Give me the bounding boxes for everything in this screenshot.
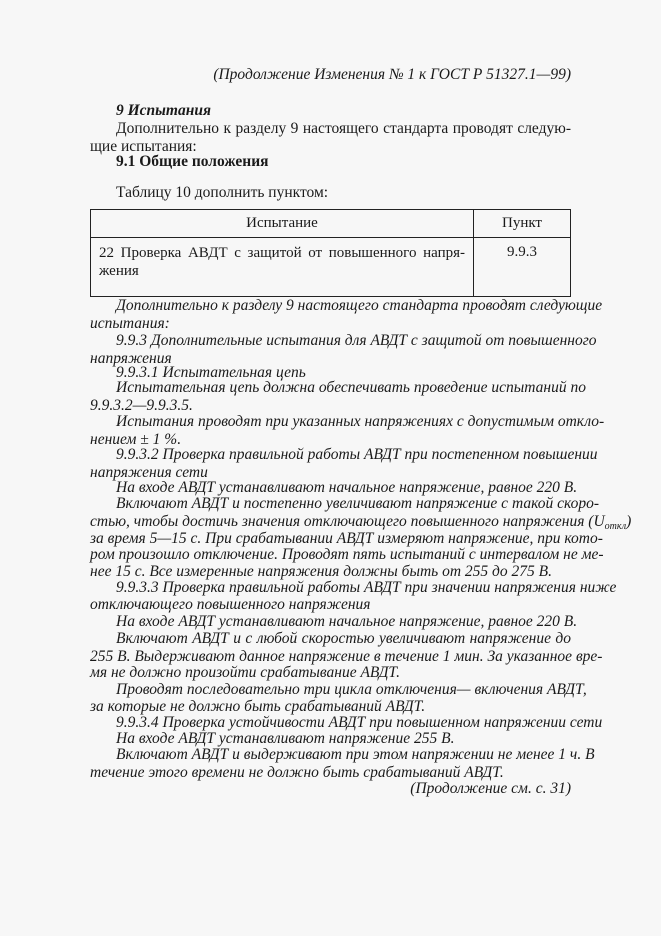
- body-line: На входе АВДТ устанавливают начальное напряжение, равное 220 В.: [116, 479, 578, 496]
- body-line: Включают АВДТ и с любой скоростью увеличивают напряжение до: [116, 630, 571, 647]
- continuation-footer: (Продолжение см. с. 31): [410, 780, 571, 797]
- body-line: за которые не должно быть срабатываний АВДТ.: [90, 698, 426, 715]
- cell-test-line-1: 22 Проверка АВДТ с защитой от повышенного напря-: [99, 245, 465, 261]
- section-title: 9 Испытания: [116, 102, 211, 119]
- body-line: отключающего повышенного напряжения: [90, 596, 371, 613]
- body-line: 9.9.3.2—9.9.3.5.: [90, 397, 193, 414]
- body-line-text: ): [626, 513, 632, 530]
- cell-test-line-2: жения: [99, 263, 139, 279]
- u-subscript: откл: [604, 521, 627, 532]
- body-line: 255 В. Выдерживают данное напряжение в течение 1 мин. За указанное вре-: [90, 648, 603, 665]
- body-line: На входе АВДТ устанавливают начальное напряжение, равное 220 В.: [116, 613, 578, 630]
- body-line: Испытания проводят при указанных напряжениях с допустимым откло-: [116, 413, 605, 430]
- body-line: мя не должно произойти срабатывание АВДТ.: [90, 664, 400, 681]
- body-line: На входе АВДТ устанавливают напряжение 255 В.: [116, 730, 455, 747]
- table-header-row: [91, 210, 571, 238]
- body-line: Проводят последовательно три цикла отключения— включения АВДТ,: [116, 681, 587, 698]
- intro-line-2: щие испытания:: [90, 138, 197, 155]
- cell-point: 9.9.3: [474, 238, 571, 297]
- body-line: напряжения сети: [90, 464, 208, 481]
- body-line: Включают АВДТ и постепенно увеличивают напряжение с такой скоро-: [116, 495, 600, 512]
- body-line: 9.9.3.3 Проверка правильной работы АВДТ при значении напряжения ниже: [116, 579, 617, 596]
- body-line: 9.9.3.4 Проверка устойчивости АВДТ при повышенном напряжении сети: [116, 714, 603, 731]
- body-line: испытания:: [90, 315, 170, 332]
- body-line: за время 5—15 с. При срабатывании АВДТ измеряют напряжение, при кото-: [90, 530, 603, 547]
- body-line: напряжения: [90, 350, 172, 367]
- col-header-point: Пункт: [474, 210, 571, 238]
- col-header-test: Испытание: [91, 210, 474, 238]
- body-line: Испытательная цепь должна обеспечивать проведение испытаний по: [116, 379, 586, 396]
- amendment-table: [90, 209, 571, 297]
- body-line: ром произошло отключение. Проводят пять испытаний с интервалом не ме-: [90, 546, 604, 563]
- body-line: Включают АВДТ и выдерживают при этом напряжении не менее 1 ч. В: [116, 746, 595, 763]
- body-line: Дополнительно к разделу 9 настоящего стандарта проводят следующие: [116, 297, 603, 314]
- intro-line-1: Дополнительно к разделу 9 настоящего стандарта проводят следую-: [116, 120, 571, 137]
- body-line: нее 15 с. Все измеренные напряжения должны быть от 255 до 275 В.: [90, 563, 552, 580]
- table-row: [91, 238, 571, 297]
- body-line: нением ± 1 %.: [90, 431, 182, 448]
- body-line: 9.9.3.2 Проверка правильной работы АВДТ при постепенном повышении: [116, 446, 598, 463]
- table-intro: Таблицу 10 дополнить пунктом:: [116, 184, 329, 201]
- body-line-text: стью, чтобы достичь значения отключающего повышенного напряжения (U: [90, 513, 605, 530]
- subsection-title: 9.1 Общие положения: [116, 153, 269, 170]
- body-line: 9.9.3 Дополнительные испытания для АВДТ с защитой от повышенного: [116, 332, 597, 349]
- body-line: 9.9.3.1 Испытательная цепь: [116, 364, 306, 381]
- body-line: течение этого времени не должно быть срабатываний АВДТ.: [90, 764, 504, 781]
- continuation-header: (Продолжение Изменения № 1 к ГОСТ Р 51327.1—99): [213, 66, 571, 83]
- cell-test-name: [91, 238, 474, 297]
